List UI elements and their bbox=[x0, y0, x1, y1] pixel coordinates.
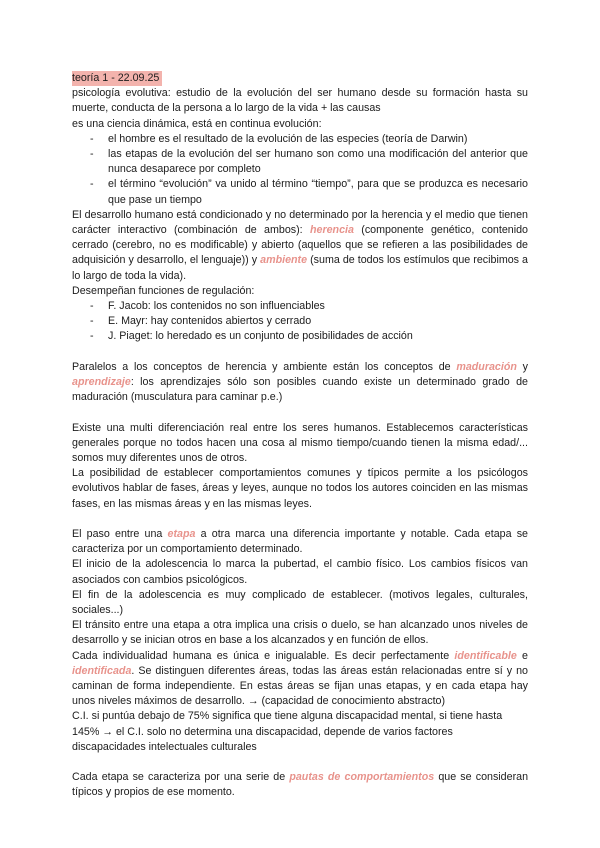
list-item bbox=[72, 329, 528, 344]
paragraph-gap bbox=[72, 755, 528, 770]
transito-paragraph: El tránsito entre una etapa a otra implica una crisis o duelo, se han alcanzado unos niveles de desarrollo y se inician otros en base a los alcanzados y en función de ellos. bbox=[72, 619, 528, 647]
diferenciacion-paragraph: Existe una multi diferenciación real entre los seres humanos. Establecemos características generales porque no todos hacen una cosa al mismo tiempo/cuando tienen la misma edad/... somos muy diferentes unos de otros. bbox=[72, 421, 528, 465]
paragraph-gap bbox=[72, 405, 528, 420]
paragraph-gap bbox=[72, 345, 528, 360]
list-item bbox=[72, 299, 528, 314]
paso-paragraph bbox=[72, 527, 528, 557]
text-run: Cada individualidad humana es única e inigualable. Es decir perfectamente bbox=[72, 649, 455, 662]
highlight-aprendizaje: aprendizaje bbox=[72, 376, 131, 389]
list-dash: - bbox=[90, 132, 94, 145]
highlight-maduracion: maduración bbox=[456, 360, 517, 373]
text-run: (suma de todos los estímulos que recibimos a lo largo de toda la vida). bbox=[72, 254, 528, 282]
ci-paragraph: C.I. si puntúa debajo de 75% significa que tiene alguna discapacidad mental, si tiene hasta 145% → el C.I. solo no determina una discapacidad, depende de varios factores discapacidades intelectuales culturales bbox=[72, 710, 503, 753]
list-item bbox=[72, 177, 528, 207]
list-item-text: J. Piaget: lo heredado es un conjunto de posibilidades de acción bbox=[108, 330, 413, 343]
text-run: que se consideran típicos y propios de ese momento. bbox=[72, 771, 529, 799]
cada-etapa-paragraph bbox=[72, 770, 528, 800]
text-run: (componente genético, contenido cerrado (cerebro, no es modificable) y abierto (aquellos que se refieren a las posibilidades de adquisición y desarrollo, el lenguaje)) y bbox=[72, 224, 528, 267]
list-item-text: las etapas de la evolución del ser humano son como una modificación del anterior que nunca desaparece por completo bbox=[108, 148, 528, 176]
posibilidad-paragraph: La posibilidad de establecer comportamientos comunes y típicos permite a los psicólogos evolutivos hablar de fases, áreas y leyes, aunque no todos los autores coinciden en las mismas fases, en las mismas áreas y en las mismas leyes. bbox=[72, 467, 528, 510]
highlight-herencia: herencia bbox=[309, 224, 354, 237]
list-dash: - bbox=[90, 330, 94, 343]
text-run: El paso entre una bbox=[72, 528, 168, 541]
list-item bbox=[72, 147, 528, 177]
highlight-identificada: identificada bbox=[72, 664, 132, 677]
list-item-text: el hombre es el resultado de la evolución de las especies (teoría de Darwin) bbox=[108, 132, 468, 145]
regulation-list bbox=[72, 299, 528, 345]
inicio-paragraph: El inicio de la adolescencia lo marca la pubertad, el cambio físico. Los cambios físicos van asociados con cambios psicológicos. bbox=[72, 558, 528, 586]
highlight-etapa: etapa bbox=[167, 528, 196, 541]
list-dash: - bbox=[90, 315, 94, 328]
ciencia-line: es una ciencia dinámica, está en continua evolución: bbox=[72, 117, 322, 130]
text-run: Paralelos a los conceptos de herencia y ambiente están los conceptos de bbox=[72, 360, 457, 373]
highlight-identificable: identificable bbox=[454, 649, 517, 662]
text-run: a otra marca una diferencia importante y notable. Cada etapa se caracteriza por un comportamiento determinado. bbox=[72, 528, 528, 556]
evolution-list bbox=[72, 132, 528, 208]
list-dash: - bbox=[90, 300, 94, 313]
text-run: e bbox=[516, 649, 528, 662]
desarrollo-paragraph bbox=[72, 208, 528, 284]
list-dash: - bbox=[90, 148, 94, 161]
highlight-pautas: pautas de comportamientos bbox=[289, 771, 435, 784]
funciones-line: Desempeñan funciones de regulación: bbox=[72, 284, 255, 297]
text-run: Cada etapa se caracteriza por una serie de bbox=[72, 771, 290, 784]
list-item-text: F. Jacob: los contenidos no son influenciables bbox=[108, 300, 325, 313]
paragraph-gap bbox=[72, 512, 528, 527]
intro-paragraph: psicología evolutiva: estudio de la evolución del ser humano desde su formación hasta su muerte, conducta de la persona a lo largo de la vida + las causas bbox=[72, 87, 528, 115]
individualidad-paragraph bbox=[72, 649, 528, 710]
fin-paragraph: El fin de la adolescencia es muy complicado de establecer. (motivos legales, culturales, sociales...) bbox=[72, 588, 528, 617]
text-run: : los aprendizajes sólo son posibles cuando existe un determinado grado de maduración (musculatura para caminar p.e.) bbox=[72, 376, 528, 404]
list-dash: - bbox=[90, 178, 94, 191]
highlight-ambiente: ambiente bbox=[260, 254, 308, 267]
list-item-text: el término “evolución” va unido al término “tiempo”, para que se produzca es necesario que pase un tiempo bbox=[108, 178, 528, 206]
note-title: teoría 1 - 22.09.25 bbox=[72, 71, 162, 86]
text-run: El desarrollo humano está condicionado y no determinado por la herencia y el medio que tienen carácter interactivo (combinación de ambos): bbox=[72, 208, 528, 237]
list-item bbox=[72, 314, 528, 329]
text-run: y bbox=[516, 360, 528, 373]
list-item bbox=[72, 132, 528, 147]
paralelos-paragraph bbox=[72, 360, 528, 406]
list-item-text: E. Mayr: hay contenidos abiertos y cerrado bbox=[108, 315, 312, 328]
notes-body bbox=[72, 71, 528, 801]
title-line bbox=[72, 71, 528, 86]
text-run: . Se distinguen diferentes áreas, todas las áreas están relacionadas entre sí y no caminan de forma independiente. En estas áreas se fijan unas etapas, y en cada etapa hay unos niveles máximos de desarrollo. → (capacidad de conocimiento abstracto) bbox=[72, 664, 528, 708]
